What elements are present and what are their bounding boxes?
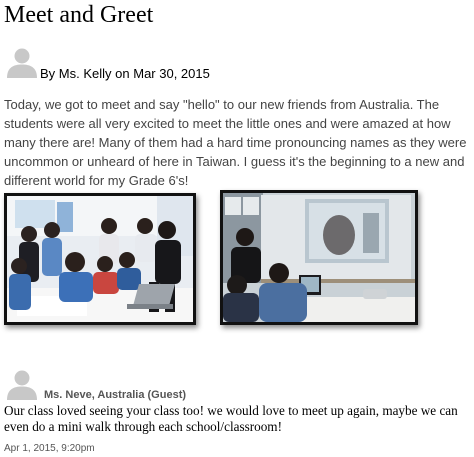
author-avatar-icon	[6, 46, 38, 78]
post-body-text: Today, we got to meet and say "hello" to our new friends from Australia. The students were all very excited to meet the little ones and were amazed at how many there are! Many of them had a hard time pronouncing names as they were uncommon or unheard of here in Taiwan. I guess it's the beginning to a new and different world for my Grade 6's!	[4, 97, 467, 188]
post-photo-video-call[interactable]	[220, 190, 418, 325]
classroom-photo-video-call-icon	[223, 193, 415, 322]
post-author-link[interactable]: Ms. Kelly	[58, 66, 112, 81]
date-prefix: on	[115, 66, 130, 81]
post-date: Mar 30, 2015	[133, 66, 210, 81]
commenter-avatar-icon	[6, 368, 38, 400]
post-photo-students[interactable]	[4, 193, 196, 325]
classroom-photo-students-laptop-icon	[7, 196, 193, 322]
post-title: Meet and Greet	[4, 2, 154, 28]
comment-text: Our class loved seeing your class too! we would love to meet up again, maybe we can even do a mini walk through each school/classroom!	[4, 403, 458, 434]
comment-date: Apr 1, 2015, 9:20pm	[4, 443, 95, 454]
comment-author: Ms. Neve, Australia (Guest)	[44, 389, 187, 401]
post-byline	[40, 66, 210, 82]
byline-prefix: By	[40, 66, 56, 81]
